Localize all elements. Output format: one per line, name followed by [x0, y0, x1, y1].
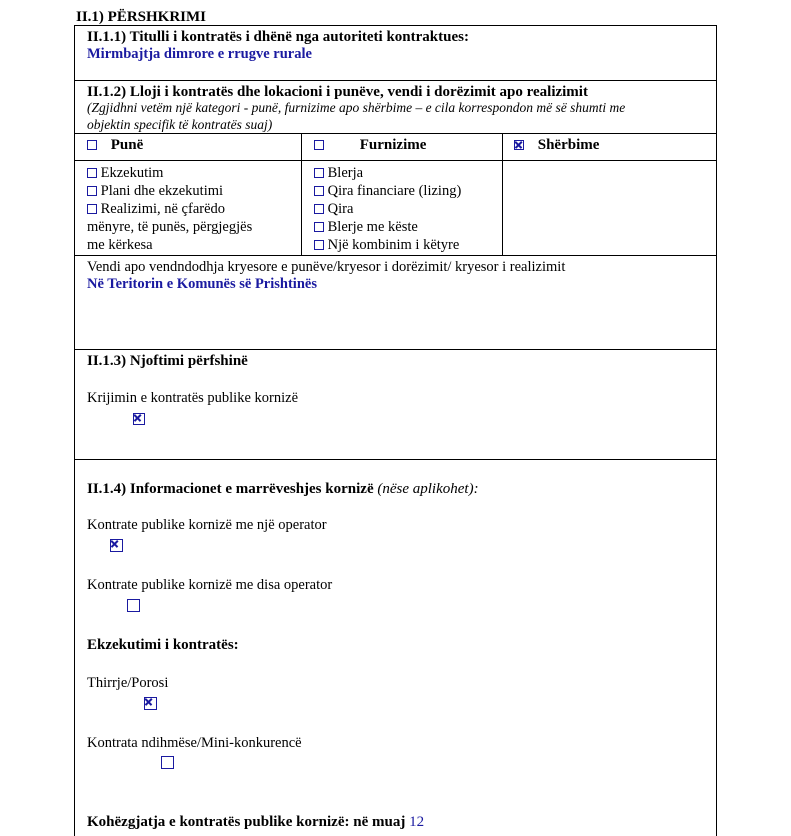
works-option: Ekzekutim: [87, 164, 252, 182]
s113-title: II.1.3) Njoftimi përfshinë: [87, 353, 248, 369]
s113-checkbox[interactable]: [133, 413, 145, 425]
works-options: [87, 164, 252, 254]
supplies-option: Një kombinim i këtyre: [314, 236, 461, 254]
s112-title: II.1.2) Lloji i kontratës dhe lokacioni i punëve, vendi i dorëzimit apo realizimit: [87, 84, 588, 100]
checkbox[interactable]: [87, 186, 97, 196]
divider: [74, 133, 717, 134]
works-option: Realizimi, në çfarëdo: [87, 200, 252, 218]
works-option: Plani dhe ekzekutimi: [87, 182, 252, 200]
category-services: [514, 136, 599, 154]
table-top-border: [74, 25, 717, 26]
s111-value: Mirmbajtja dimrore e rrugve rurale: [87, 46, 312, 62]
divider: [74, 255, 717, 256]
s114-title-row: [87, 480, 479, 498]
execution-option-label: Kontrata ndihmëse/Mini-konkurencë: [87, 735, 302, 751]
operator-option-checkbox[interactable]: [127, 599, 140, 612]
section-heading: II.1) PËRSHKRIMI: [76, 9, 207, 25]
supplies-option: Qira financiare (lizing): [314, 182, 461, 200]
duration-label: Kohëzgjatja e kontratës publike kornizë: në muaj: [87, 814, 406, 830]
execution-title: Ekzekutimi i kontratës:: [87, 637, 239, 653]
duration-row: [87, 813, 424, 831]
table-right-border: [716, 25, 717, 836]
operator-option-label: Kontrate publike kornizë me një operator: [87, 517, 327, 533]
table-left-border: [74, 25, 75, 836]
checkbox-services[interactable]: [514, 140, 524, 150]
checkbox[interactable]: [314, 240, 324, 250]
category-supplies-label: Furnizime: [359, 137, 427, 153]
s111-title: II.1.1) Titulli i kontratës i dhënë nga autoriteti kontraktues:: [87, 29, 469, 45]
checkbox[interactable]: [87, 168, 97, 178]
operator-option-checkbox[interactable]: [110, 539, 123, 552]
execution-option-checkbox[interactable]: [161, 756, 174, 769]
category-services-label: Shërbime: [537, 137, 600, 153]
column-divider: [502, 133, 503, 255]
supplies-option: Blerja: [314, 164, 461, 182]
duration-value: 12: [409, 814, 425, 830]
checkbox[interactable]: [314, 222, 324, 232]
execution-option-checkbox[interactable]: [144, 697, 157, 710]
s112-note-2: objektin specifik të kontratës suaj): [87, 117, 273, 132]
location-value: Në Teritorin e Komunës së Prishtinës: [87, 276, 317, 292]
checkbox[interactable]: [314, 168, 324, 178]
works-option-continuation: me kërkesa: [87, 237, 153, 253]
operator-option-label: Kontrate publike kornizë me disa operator: [87, 577, 333, 593]
checkbox[interactable]: [87, 204, 97, 214]
category-works-label: Punë: [110, 137, 144, 153]
checkbox-works[interactable]: [87, 140, 97, 150]
divider: [74, 160, 717, 161]
execution-option-label: Thirrje/Porosi: [87, 675, 169, 691]
works-option-continuation: mënyre, të punës, përgjegjës: [87, 219, 253, 235]
supplies-options: [314, 164, 461, 254]
supplies-option: Qira: [314, 200, 461, 218]
column-divider: [301, 133, 302, 255]
divider: [74, 80, 717, 81]
s112-note-1: (Zgjidhni vetëm një kategori - punë, furnizime apo shërbime – e cila korrespondon më së shumti me: [87, 100, 626, 115]
category-works: [87, 136, 143, 154]
location-label: Vendi apo vendndodhja kryesore e punëve/kryesor i dorëzimit/ kryesor i realizimit: [87, 259, 566, 275]
supplies-option: Blerje me këste: [314, 218, 461, 236]
checkbox[interactable]: [314, 186, 324, 196]
divider: [74, 459, 717, 460]
s114-title-note: (nëse aplikohet):: [377, 481, 479, 497]
s113-option-label: Krijimin e kontratës publike kornizë: [87, 390, 299, 406]
checkbox[interactable]: [314, 204, 324, 214]
s114-title: II.1.4) Informacionet e marrëveshjes kornizë: [87, 481, 374, 497]
category-supplies: [314, 136, 426, 154]
checkbox-supplies[interactable]: [314, 140, 324, 150]
divider: [74, 349, 717, 350]
